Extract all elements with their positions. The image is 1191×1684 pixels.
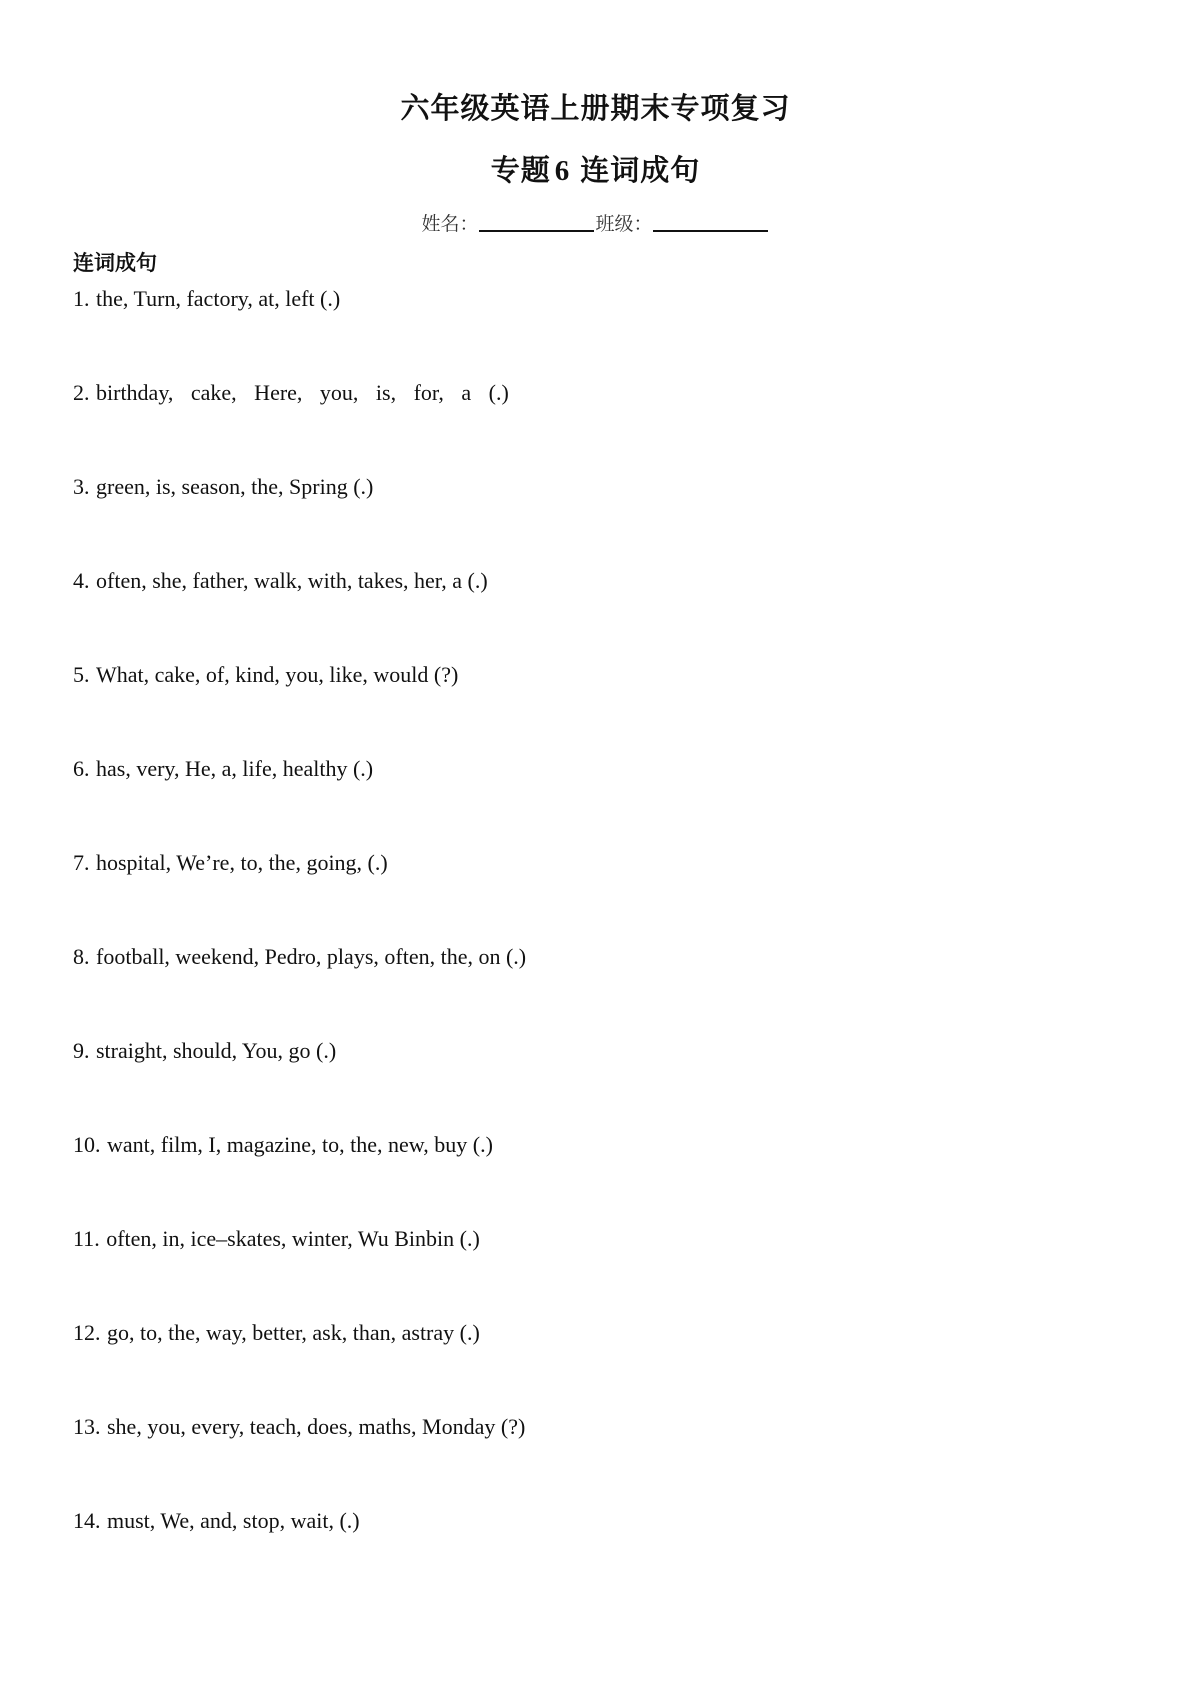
question-number: 6 xyxy=(73,756,84,781)
question-text: the, Turn, factory, at, left (.) xyxy=(96,286,341,311)
subtitle-number: 6 xyxy=(554,155,571,187)
question-number: 4 xyxy=(73,568,84,593)
class-blank[interactable] xyxy=(653,212,768,232)
question-text: straight, should, You, go (.) xyxy=(96,1038,337,1063)
question-item: 9. straight, should, You, go (.) xyxy=(73,1038,337,1063)
question-item: 7. hospital, We’re, to, the, going, (.) xyxy=(73,850,388,875)
question-item: 11. often, in, ice–skates, winter, Wu Binbin (.) xyxy=(73,1226,480,1251)
question-item: 10. want, film, I, magazine, to, the, new, buy (.) xyxy=(73,1132,493,1157)
question-number: 5 xyxy=(73,662,84,687)
question-item: 12. go, to, the, way, better, ask, than, astray (.) xyxy=(73,1320,480,1345)
name-label: 姓名： xyxy=(421,213,479,235)
question-text: must, We, and, stop, wait, (.) xyxy=(107,1508,360,1533)
question-number: 11 xyxy=(73,1226,95,1251)
question-number: 8 xyxy=(73,944,84,969)
question-text: she, you, every, teach, does, maths, Monday (?) xyxy=(107,1414,526,1439)
question-number: 14 xyxy=(73,1508,95,1533)
question-item: 4. often, she, father, walk, with, takes, her, a (.) xyxy=(73,568,488,593)
question-item: 5. What, cake, of, kind, you, like, would (?) xyxy=(73,662,459,687)
question-text: hospital, We’re, to, the, going, (.) xyxy=(96,850,388,875)
name-blank[interactable] xyxy=(479,212,594,232)
question-item: 8. football, weekend, Pedro, plays, often, the, on (.) xyxy=(73,944,527,969)
question-text: go, to, the, way, better, ask, than, astray (.) xyxy=(107,1320,480,1345)
subtitle-topic: 连词成句 xyxy=(580,153,701,187)
question-item: 6. has, very, He, a, life, healthy (.) xyxy=(73,756,374,781)
question-text: often, in, ice–skates, winter, Wu Binbin (.) xyxy=(106,1226,480,1251)
question-text: football, weekend, Pedro, plays, often, the, on (.) xyxy=(96,944,527,969)
question-item: 1. the, Turn, factory, at, left (.) xyxy=(73,286,341,311)
question-item: 3. green, is, season, the, Spring (.) xyxy=(73,474,374,499)
question-number: 12 xyxy=(73,1320,95,1345)
question-text: has, very, He, a, life, healthy (.) xyxy=(96,756,374,781)
page-subtitle xyxy=(0,148,1191,189)
question-number: 13 xyxy=(73,1414,95,1439)
question-number: 1 xyxy=(73,286,84,311)
question-number: 10 xyxy=(73,1132,95,1157)
question-item: 14. must, We, and, stop, wait, (.) xyxy=(73,1508,360,1533)
question-list xyxy=(73,284,526,1600)
question-number: 7 xyxy=(73,850,84,875)
question-number: 3 xyxy=(73,474,84,499)
class-label: 班级： xyxy=(595,213,653,235)
student-info-line xyxy=(0,209,1191,236)
page-title: 六年级英语上册期末专项复习 xyxy=(400,91,791,125)
question-number: 2 xyxy=(73,380,84,405)
question-text: often, she, father, walk, with, takes, her, a (.) xyxy=(96,568,488,593)
question-item: 13. she, you, every, teach, does, maths, Monday (?) xyxy=(73,1414,526,1439)
question-text: birthday, cake, Here, you, is, for, a (.) xyxy=(96,380,509,405)
section-title: 连词成句 xyxy=(73,251,157,275)
subtitle-prefix: 专题 xyxy=(490,153,551,187)
question-number: 9 xyxy=(73,1038,84,1063)
question-text: What, cake, of, kind, you, like, would (?) xyxy=(96,662,459,687)
question-text: want, film, I, magazine, to, the, new, buy (.) xyxy=(107,1132,493,1157)
question-text: green, is, season, the, Spring (.) xyxy=(96,474,374,499)
question-item: 2. birthday, cake, Here, you, is, for, a (.) xyxy=(73,380,509,405)
